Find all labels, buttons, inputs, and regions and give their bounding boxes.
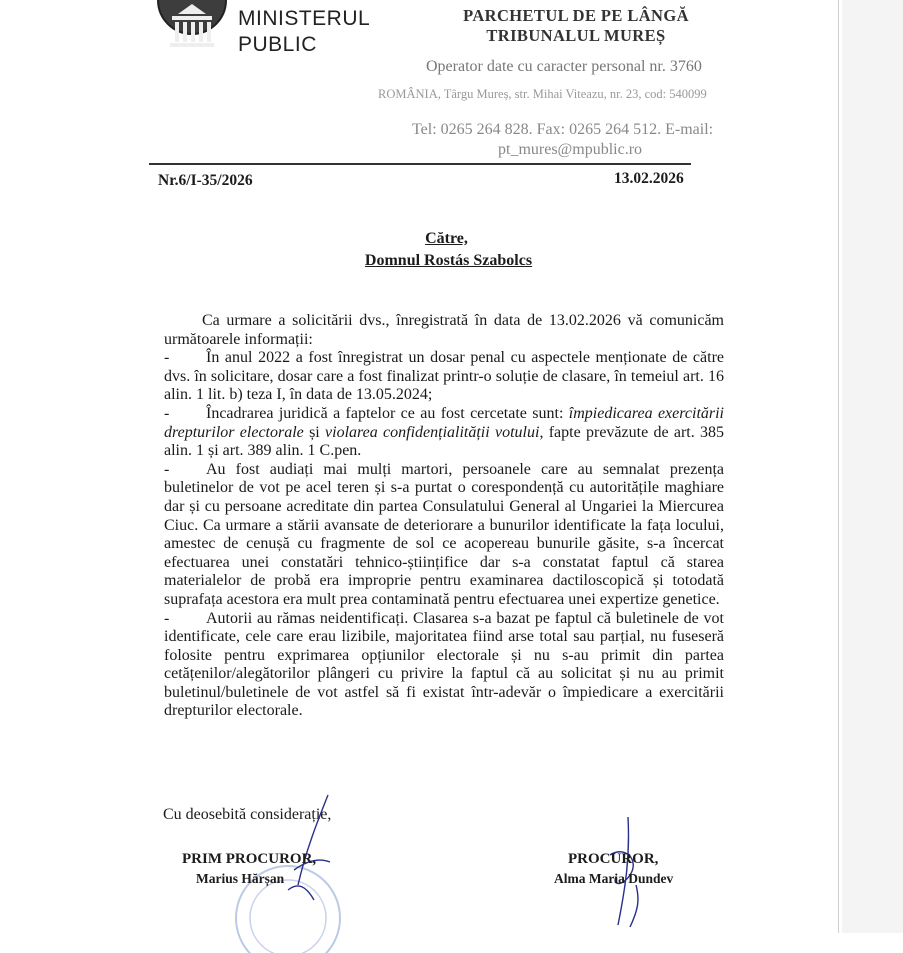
list-item: - Au fost audiați mai mulți martori, persoanele care au semnalat prezența buletinelor de vot pe acel teren și s-a purtat o corespondență cu autoritățile maghiare dar și cu persoane acreditate din partea Consulatului General al Ungariei la Miercurea Ciuc. Ca urmare a stării avansate de deteriorare a bunurilor identificate la fața locului, amestec de cenușă cu fragmente de sol ce acopereau bunurile găsite, s-a încercat efectuarea unei constatări tehnico-științifice dar s-a constatat faptul că starea materialelor de probă era improprie pentru examinarea dactiloscopică și totodată suprafața acestora era mult prea contaminată pentru efectuarea unei expertize genetice.	[164, 460, 724, 608]
page-margin-right	[842, 0, 903, 933]
addressee-salutation: Către,	[425, 230, 468, 247]
institution-address: ROMÂNIA, Târgu Mureș, str. Mihai Viteazu, nr. 23, cod: 540099	[378, 87, 707, 101]
institution-name: PARCHETUL DE PE LÂNGĂ TRIBUNALUL MUREȘ	[463, 6, 689, 45]
contact-email: pt_mures@mpublic.ro	[498, 141, 643, 158]
addressee-name: Domnul Rostás Szabolcs	[364, 252, 533, 269]
intro-paragraph: Ca urmare a solicitării dvs., înregistrată în data de 13.02.2026 vă comunicăm următoarele informații:	[164, 312, 724, 348]
list-item: - Încadrarea juridică a faptelor ce au fost cercetate sunt: împiedicarea exercitării drepturilor electorale și violarea confidențialității votului, fapte prevăzute de art. 385 alin. 1 și art. 389 alin. 1 C.pen.	[164, 404, 725, 460]
data-operator-note: Operator date cu caracter personal nr. 3760	[426, 58, 702, 75]
header-divider	[149, 163, 691, 165]
institution-contact: Tel: 0265 264 828. Fax: 0265 264 512. E-mail: pt_mures@mpublic.ro	[412, 120, 742, 160]
document-date: 13.02.2026	[614, 170, 684, 187]
list-item: - Autorii au rămas neidentificați. Clasarea s-a bazat pe faptul că buletinele de vot identificate, cele care erau lizibile, majoritatea fiind arse total sau parțial, nu fuseseră folosite pentru exprimarea opțiunilor electorale și nu s-au primit din partea cetățenilor/alegătorilor plângeri cu privire la faptul că au solicitat și nu au primit buletinul/buletinele de vot astfel să fi existat într-adevăr o împiedicare a exercitării drepturilor electorale.	[164, 609, 724, 720]
ministry-logo-text: MINISTERUL PUBLIC	[238, 7, 371, 56]
ministry-logo-icon	[156, 0, 228, 60]
signatory-title-right: PROCUROR,	[568, 851, 659, 867]
registration-number: Nr.6/I-35/2026	[158, 172, 253, 189]
closing-formula: Cu deosebită considerație,	[163, 806, 332, 823]
signatory-name-right: Alma Maria Dundev	[554, 871, 674, 886]
signatory-title-left: PRIM PROCUROR,	[182, 851, 317, 867]
signatory-name-left: Marius Hărșan	[196, 871, 285, 886]
letter-body	[164, 312, 724, 721]
list-item: - În anul 2022 a fost înregistrat un dosar penal cu aspectele menționate de către dvs. în solicitare, dosar care a fost finalizat printr-o soluție de clasare, în temeiul art. 16 alin. 1 lit. b) teza I, în data de 13.05.2024;	[164, 349, 724, 404]
page-edge	[838, 0, 839, 933]
